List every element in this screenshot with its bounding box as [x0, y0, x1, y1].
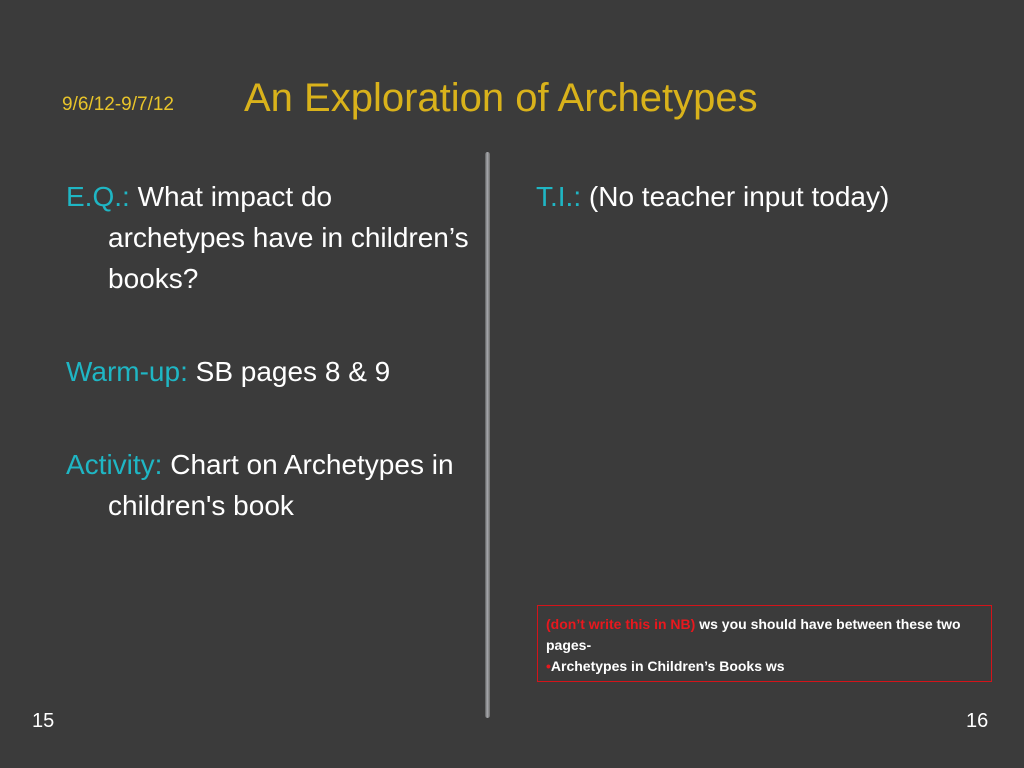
- activity-text: Chart on Archetypes in children's book: [108, 449, 454, 521]
- warmup-label: Warm-up:: [66, 356, 188, 387]
- note-list-item: [546, 656, 983, 677]
- note-item-text: Archetypes in Children’s Books ws: [550, 658, 785, 674]
- bullet-icon: •: [546, 658, 551, 674]
- page-number-right: 16: [966, 710, 989, 732]
- eq-text: What impact do archetypes have in children’s books?: [108, 181, 469, 294]
- warm-up: [66, 351, 476, 392]
- ti-text: (No teacher input today): [588, 181, 890, 212]
- essential-question: [66, 176, 476, 299]
- note-text: ws you should have between these two pages-: [546, 616, 961, 653]
- note-warning: (don’t write this in NB): [546, 616, 696, 632]
- eq-label: E.Q.:: [66, 181, 130, 212]
- date-label: 9/6/12-9/7/12: [62, 94, 174, 115]
- page-number-left: 15: [32, 710, 55, 732]
- left-column: [66, 176, 476, 578]
- activity: [66, 444, 476, 526]
- page-divider: [485, 152, 490, 718]
- warmup-text: SB pages 8 & 9: [195, 356, 391, 387]
- slide-title: An Exploration of Archetypes: [244, 76, 758, 120]
- teacher-input: [536, 176, 916, 217]
- note-box: [537, 605, 992, 682]
- activity-label: Activity:: [66, 449, 163, 480]
- ti-label: T.I.:: [536, 181, 582, 212]
- right-column: [536, 176, 916, 269]
- note-header: [546, 614, 983, 656]
